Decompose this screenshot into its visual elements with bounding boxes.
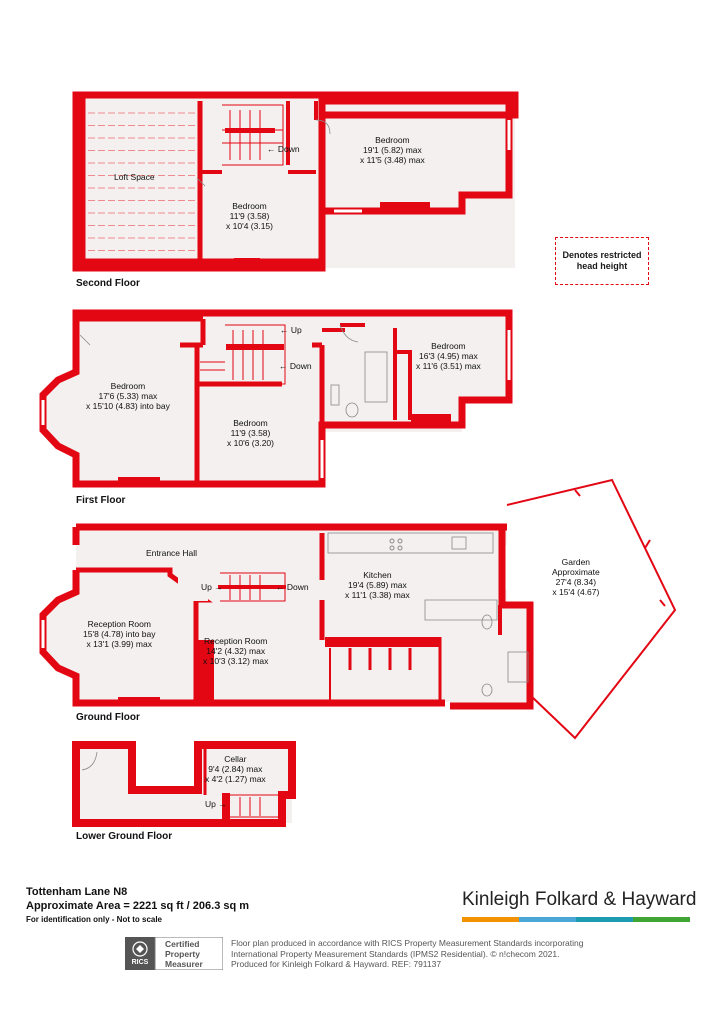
room-dim-2: 27'4 (8.34) xyxy=(555,577,597,587)
room-dim-3: x 15'4 (4.67) xyxy=(552,587,600,597)
room-dim-2: x 11'6 (3.51) max xyxy=(416,361,481,371)
gf-stairs-up-label: Up → xyxy=(201,582,223,592)
reception-room-2-label xyxy=(203,636,268,666)
garden-label xyxy=(552,557,600,597)
room-name: Reception Room xyxy=(204,636,268,646)
stairs-down-text: Down xyxy=(289,361,312,371)
property-address: Tottenham Lane N8 xyxy=(26,886,128,898)
room-dim-2: x 11'5 (3.48) max xyxy=(360,155,425,165)
room-dim-2: x 11'1 (3.38) max xyxy=(345,590,410,600)
sf-stairs-down-label: ← Down xyxy=(267,144,300,154)
restricted-height-legend xyxy=(555,237,649,285)
kitchen-label xyxy=(345,570,410,600)
lower-ground-floor-title: Lower Ground Floor xyxy=(76,831,173,842)
measurement-disclaimer: Floor plan produced in accordance with RICS Property Measurement Standards incorporating International Property Measurement Standards (IPMS2 Residential). © n!checom 2021. Produced for Kinleigh Folkard & Hayward. REF: 791137 xyxy=(231,938,584,969)
rics-logo-text: RICS xyxy=(131,959,149,966)
ff-bedroom-rear-label xyxy=(416,341,481,371)
room-name: Cellar xyxy=(224,754,247,764)
stairs-down-text: Down xyxy=(277,144,300,154)
gf-fill xyxy=(43,527,530,706)
room-dim-1: 11'9 (3.58) xyxy=(229,211,270,221)
room-name: Entrance Hall xyxy=(146,548,198,558)
brand-bar-teal xyxy=(576,917,633,922)
lg-stairs-up-label: Up → xyxy=(205,799,227,809)
room-dim-2: x 10'6 (3.20) xyxy=(227,438,274,448)
second-floor-title: Second Floor xyxy=(76,278,140,289)
cellar-label xyxy=(205,754,266,784)
rics-cert-line-2: Property xyxy=(165,949,200,959)
rics-cert-line-1: Certified xyxy=(165,939,200,949)
scale-note: For identification only - Not to scale xyxy=(26,915,163,924)
ground-floor-plan xyxy=(43,480,675,738)
room-dim-1: Approximate xyxy=(552,567,600,577)
ff-bedroom-mid-label xyxy=(227,418,274,448)
loft-space-label xyxy=(114,172,155,182)
stairs-up-text: Up xyxy=(290,325,302,335)
room-dim-1: 9'4 (2.84) max xyxy=(208,764,263,774)
room-dim-1: 11'9 (3.58) xyxy=(230,428,271,438)
stairs-down-text: Down xyxy=(286,582,309,592)
entrance-hall-label xyxy=(146,548,197,558)
room-dim-1: 16'3 (4.95) max xyxy=(418,351,478,361)
ground-floor-title: Ground Floor xyxy=(76,712,140,723)
rics-cert-line-3: Measurer xyxy=(165,959,203,969)
ff-stairs-down-label: ← Down xyxy=(279,361,312,371)
ff-stairs-up-label: ← Up xyxy=(280,325,302,335)
stairs-up-text: Up xyxy=(201,582,212,592)
room-dim-2: x 10'4 (3.15) xyxy=(226,221,273,231)
room-dim-1: 14'2 (4.32) max xyxy=(206,646,266,656)
room-dim-1: 19'1 (5.82) max xyxy=(362,145,422,155)
rics-certified-badge xyxy=(125,937,223,970)
legend-line-2: head height xyxy=(576,261,628,271)
room-dim-2: x 4'2 (1.27) max xyxy=(205,774,266,784)
room-dim-2: x 10'3 (3.12) max xyxy=(203,656,269,666)
room-name: Kitchen xyxy=(363,570,392,580)
room-dim-1: 17'6 (5.33) max xyxy=(98,391,158,401)
sf-bedroom-1-label xyxy=(360,135,425,165)
ff-bedroom-bay-label xyxy=(86,381,170,411)
sf-bedroom-2-label xyxy=(226,201,273,231)
room-name: Bedroom xyxy=(110,381,146,391)
brand-bar-blue xyxy=(519,917,576,922)
reception-room-1-label xyxy=(83,619,156,649)
room-dim-1: 15'8 (4.78) into bay xyxy=(83,629,156,639)
brand-bar-green xyxy=(633,917,690,922)
brand-bar-orange xyxy=(462,917,519,922)
gf-stairs-down-label: ← Down xyxy=(276,582,309,592)
room-dim-1: 19'4 (5.89) max xyxy=(347,580,407,590)
first-floor-title: First Floor xyxy=(76,495,126,506)
room-name: Bedroom xyxy=(232,201,267,211)
approximate-area: Approximate Area = 2221 sq ft / 206.3 sq m xyxy=(26,900,250,912)
room-dim-2: x 13'1 (3.99) max xyxy=(86,639,152,649)
agency-brand-name: Kinleigh Folkard & Hayward xyxy=(462,889,697,910)
room-name: Garden xyxy=(561,557,591,567)
room-name: Bedroom xyxy=(233,418,268,428)
room-name: Bedroom xyxy=(431,341,466,351)
room-name: Bedroom xyxy=(375,135,410,145)
stairs-up-text: Up xyxy=(205,799,216,809)
legend-line-1: Denotes restricted xyxy=(562,250,642,260)
room-name: Loft Space xyxy=(114,172,155,182)
room-dim-2: x 15'10 (4.83) into bay xyxy=(86,401,170,411)
room-name: Reception Room xyxy=(87,619,151,629)
